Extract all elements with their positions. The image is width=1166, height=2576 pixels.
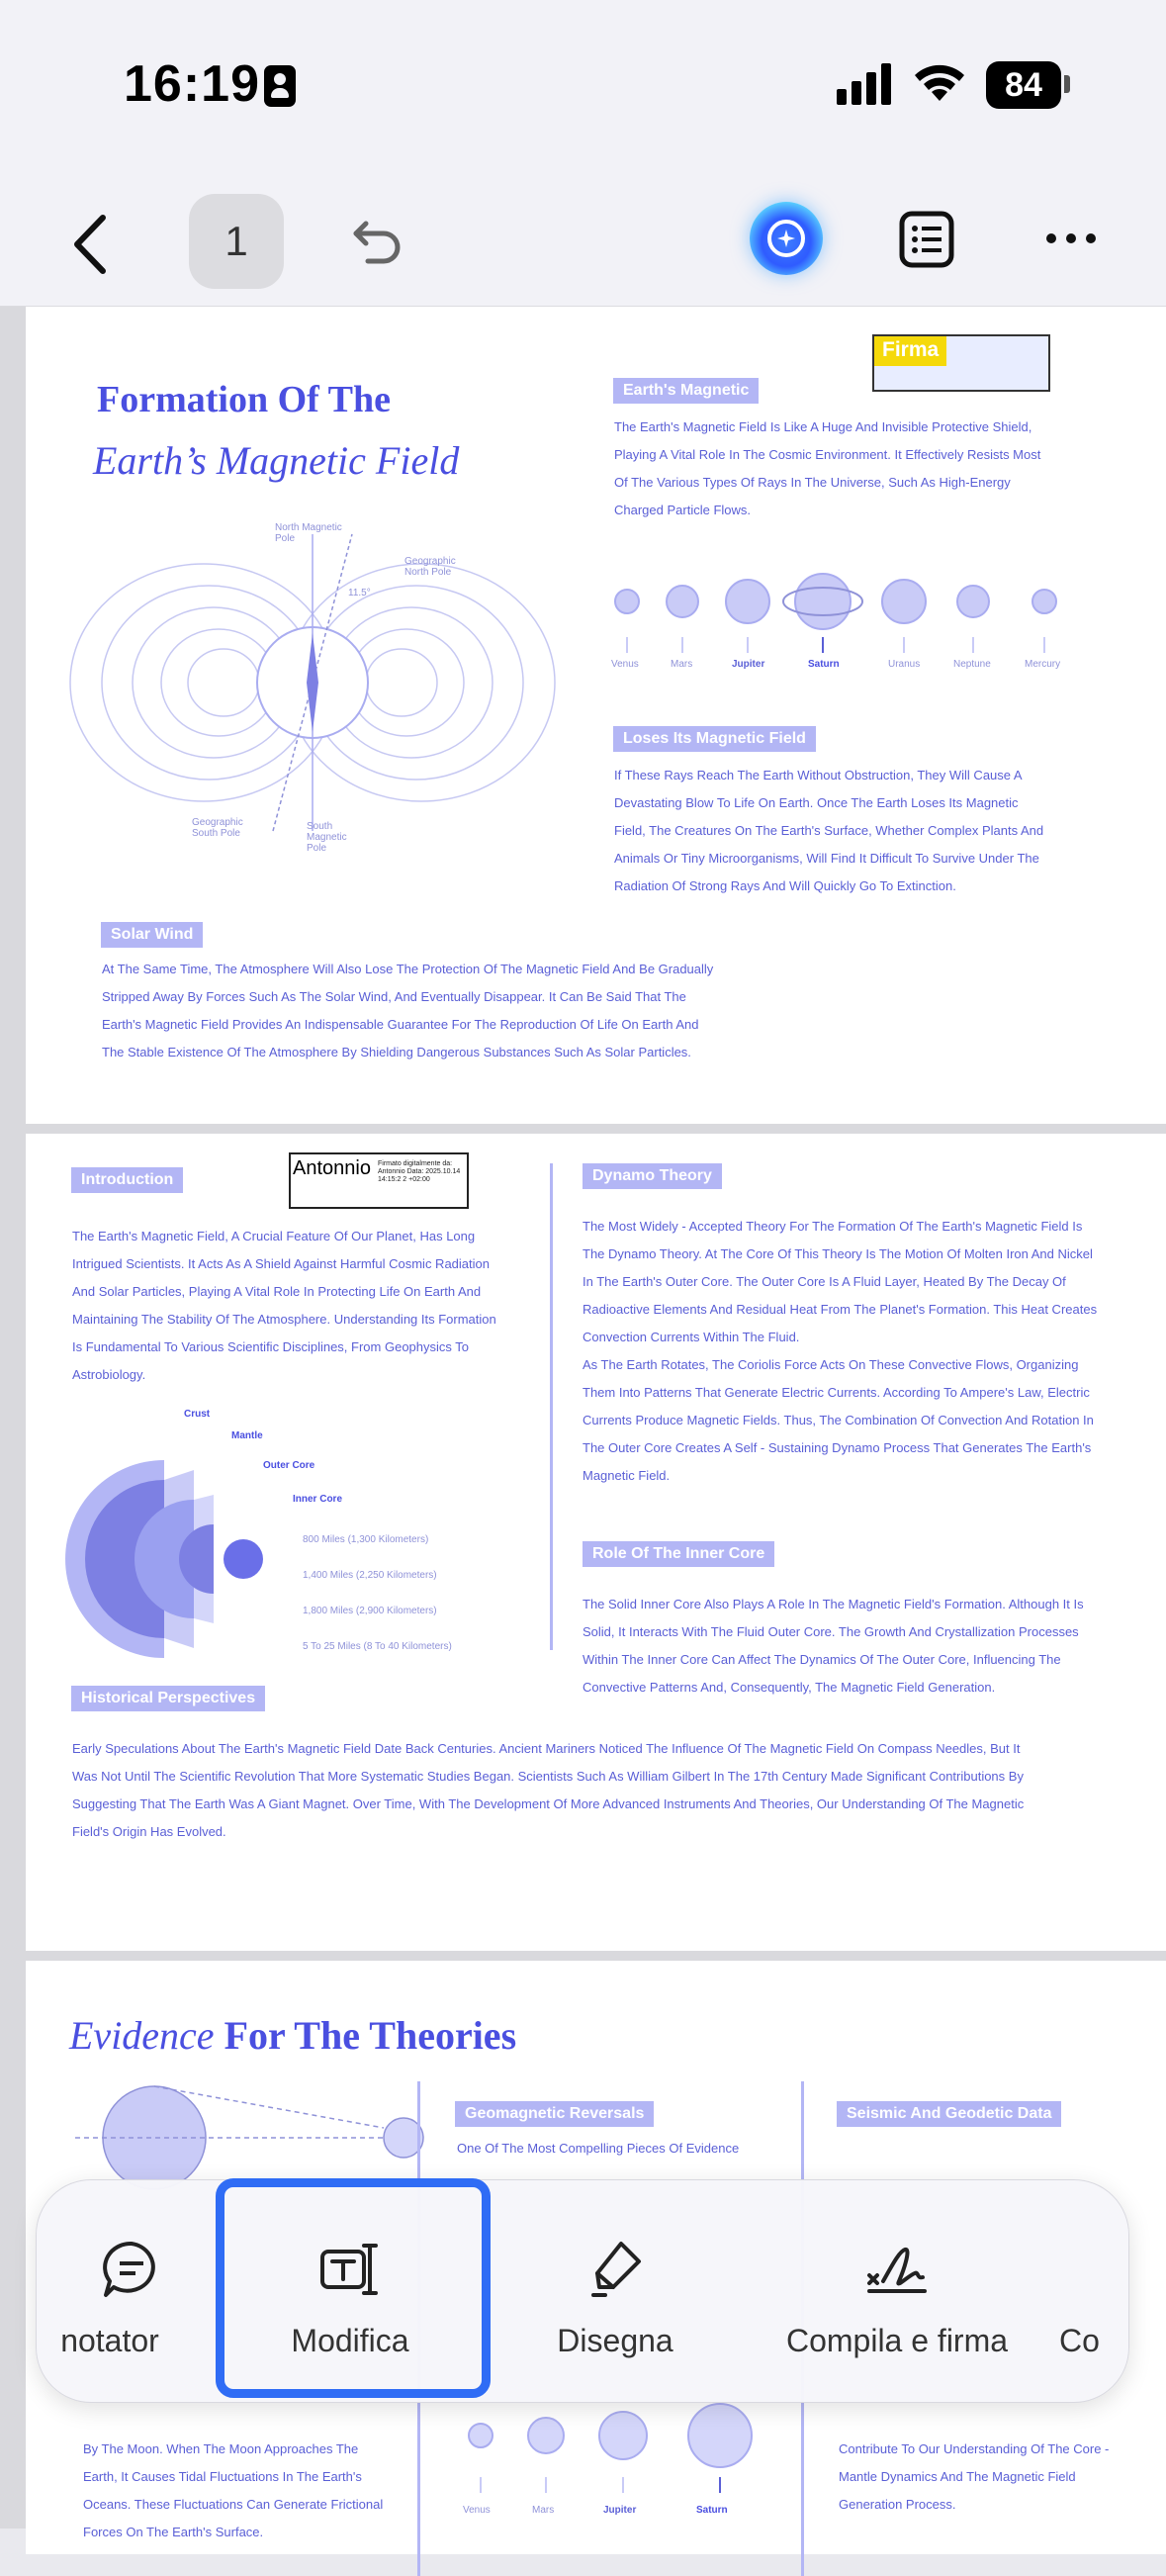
geographic-south-pole-label: Geographic South Pole [192,817,243,839]
distance-label: 1,400 Miles (2,250 Kilometers) [303,1570,437,1581]
page-number-button[interactable]: 1 [189,194,284,289]
tool-annotator[interactable] [37,2180,195,2404]
more-options-icon[interactable] [1046,233,1100,247]
section-text: By The Moon. When The Moon Approaches The Earth, It Causes Tidal Fluctuations In The Earth's Oceans. These Fluctuations Can Generate Frictional Forces On The Earth's Surface. [83,2441,384,2539]
planet-label: Uranus [888,659,921,670]
section-text: At The Same Time, The Atmosphere Will Also Lose The Protection Of The Magnetic Field And Be Gradually Stripped Away By Forces Such As The Solar Wind, And Eventually Disappear. It Can Be Said That The Earth's Magnetic Field Provides An Indispensable Guarantee For The Reproduction Of Life On Earth And The Stable Existence Of The Atmosphere By Shielding Dangerous Substances Such As Solar Particles. [102,962,714,1059]
layer-label: Outer Core [263,1460,315,1471]
tool-label: notator [60,2323,159,2358]
focus-person-icon [264,65,296,107]
section-tag: Introduction [71,1167,183,1193]
layer-label: Inner Core [293,1494,343,1505]
north-magnetic-pole-label: North Magnetic Pole [275,522,342,544]
tool-label: Compila e firma [785,2323,1009,2358]
signature-field-tag: Firma [874,336,946,366]
planet-label: Saturn [696,2505,728,2516]
tool-label: Disegna [557,2323,673,2358]
section-text: One Of The Most Compelling Pieces Of Evidence [457,2141,740,2156]
battery-indicator: 84 [986,61,1061,109]
battery-tip [1064,75,1070,93]
section-tag: Solar Wind [101,922,203,948]
page-title: Evidence For The Theories [69,2013,517,2058]
annotator-icon [100,2238,163,2301]
signature-details: Firmato digitalmente da: Antonnio Data: 2025.10.14 14:15:2 2 +02:00 [378,1160,461,1183]
section-tag: Historical Perspectives [71,1686,265,1711]
magnetic-field-diagram [65,514,619,851]
planet-label: Saturn [808,659,840,670]
signature-name: Antonnio [293,1157,371,1179]
planet-label: Mars [671,659,693,670]
section-text: If These Rays Reach The Earth Without Obstruction, They Will Cause A Devastating Blow To Life On Earth. Once The Earth Loses Its Magnetic Field, The Creatures On The Earth's Surface, Whether Complex Plants And Animals Or Tiny Microorganisms, Will Find It Difficult To Survive Under The Radiation Of Strong Rays And Will Quickly Go To Extinction. [614,768,1044,893]
planet-label: Mars [532,2505,555,2516]
distance-label: 5 To 25 Miles (8 To 40 Kilometers) [303,1641,452,1652]
planet-label: Jupiter [603,2505,637,2516]
section-tag: Seismic And Geodetic Data [837,2101,1061,2127]
section-tag: Role Of The Inner Core [583,1541,774,1567]
top-toolbar [0,158,1166,307]
section-text: The Earth's Magnetic Field, A Crucial Feature Of Our Planet, Has Long Intrigued Scientists. It Acts As A Shield Against Harmful Cosmic Radiation And Solar Particles, Playing A Vital Role In Protecting Life On Earth And Maintaining The Stability Of The Atmosphere. Understanding Its Formation Is Fundamental To Various Scientific Disciplines, From Geophysics To Astrobiology. [72,1229,496,1382]
digital-signature-box[interactable] [289,1152,469,1209]
tool-label: Modifica [291,2323,409,2358]
ai-sparkle-icon [750,202,823,275]
page-subtitle: Earth’s Magnetic Field [93,438,460,483]
section-text: The Most Widely - Accepted Theory For The Formation Of The Earth's Magnetic Field Is The Dynamo Theory. At The Core Of This Theory Is The Motion Of Molten Iron And Nickel In The Earth's Outer Core. The Outer Core Is A Fluid Layer, Heated By The Decay Of Radioactive Elements And Residual Heat From The Planet's Formation. This Heat Creates Convection Currents Within The Fluid. As The Earth Rotates, The Coriolis Force Acts On These Convective Flows, Organizing Them Into Patterns That Generate Electric Currents. According To Ampere's Law, Electric Currents Produce Magnetic Fields. Thus, The Combination Of Convection And Rotation In The Outer Core Creates A Self - Sustaining Dynamo Process That Generates The Earth's Magnetic Field. [583,1219,1098,1483]
tidal-force-diagram [65,2083,441,2192]
ai-assistant-button[interactable] [750,202,823,275]
layer-label: Crust [184,1409,211,1420]
south-magnetic-pole-label: South Magnetic Pole [307,821,347,854]
section-text: The Earth's Magnetic Field Is Like A Huge And Invisible Protective Shield, Playing A Vital Role In The Cosmic Environment. It Effectively Resists Most Of The Various Types Of Rays In The Universe, Such As High-Energy Charged Particle Flows. [614,419,1041,517]
tool-fill-and-sign[interactable] [749,2180,1045,2404]
distance-label: 1,800 Miles (2,900 Kilometers) [303,1606,437,1616]
planet-label: Venus [611,659,639,670]
selected-tool-highlight [216,2178,491,2398]
geographic-north-pole-label: Geographic North Pole [404,556,456,578]
tool-label: Co [1059,2323,1100,2358]
planet-label: Neptune [953,659,991,670]
pen-icon [583,2238,647,2301]
bottom-tool-bar [36,2179,1129,2403]
signature-icon [865,2238,929,2301]
earth-layers-diagram [65,1450,322,1668]
section-tag: Dynamo Theory [583,1163,722,1189]
distance-label: 800 Miles (1,300 Kilometers) [303,1534,429,1545]
tool-convert[interactable] [1055,2180,1130,2404]
section-tag: Loses Its Magnetic Field [613,726,816,752]
page-title: Formation Of The [97,379,391,420]
undo-icon[interactable] [348,210,407,269]
section-text: The Solid Inner Core Also Plays A Role In The Magnetic Field's Formation. Although It Is Solid, It Interacts With The Fluid Outer Core. The Growth And Crystallization Processes Within The Inner Core Can Affect The Dynamics Of The Outer Core, Influencing The Convective Patterns And, Consequently, The Magnetic Field Generation. [583,1597,1084,1695]
layer-label: Mantle [231,1430,263,1441]
planet-label: Venus [463,2505,491,2516]
status-time: 16:19 [124,55,260,113]
pdf-page-1 [26,307,1166,1124]
tool-draw[interactable] [511,2180,719,2404]
section-text: Contribute To Our Understanding Of The Core - Mantle Dynamics And The Magnetic Field Generation Process. [839,2441,1110,2512]
status-bar [0,0,1166,158]
planets-illustration [461,2426,797,2505]
outline-list-icon[interactable] [898,210,955,269]
wifi-icon [912,59,967,103]
section-tag: Geomagnetic Reversals [455,2101,654,2127]
section-tag: Earth's Magnetic [613,378,759,404]
back-chevron-icon[interactable] [65,210,115,279]
planet-label: Jupiter [732,659,765,670]
planet-label: Mercury [1025,659,1061,670]
cellular-signal-icon [837,63,894,105]
section-text: Early Speculations About The Earth's Magnetic Field Date Back Centuries. Ancient Mariners Noticed The Influence Of The Magnetic Field On Compass Needles, But It Was Not Until The Scientific Revolution That More Systematic Studies Began. Scientists Such As William Gilbert In The 17th Century Made Significant Contributions By Suggesting That The Earth Was A Giant Magnet. Over Time, With The Development Of More Advanced Instruments And Theories, Our Understanding Of The Magnetic Field's Origin Has Evolved. [72,1741,1025,1839]
pdf-page-2 [26,1134,1166,1951]
column-divider [550,1163,553,1650]
signature-field[interactable] [872,334,1050,392]
angle-label: 11.5° [348,588,371,598]
